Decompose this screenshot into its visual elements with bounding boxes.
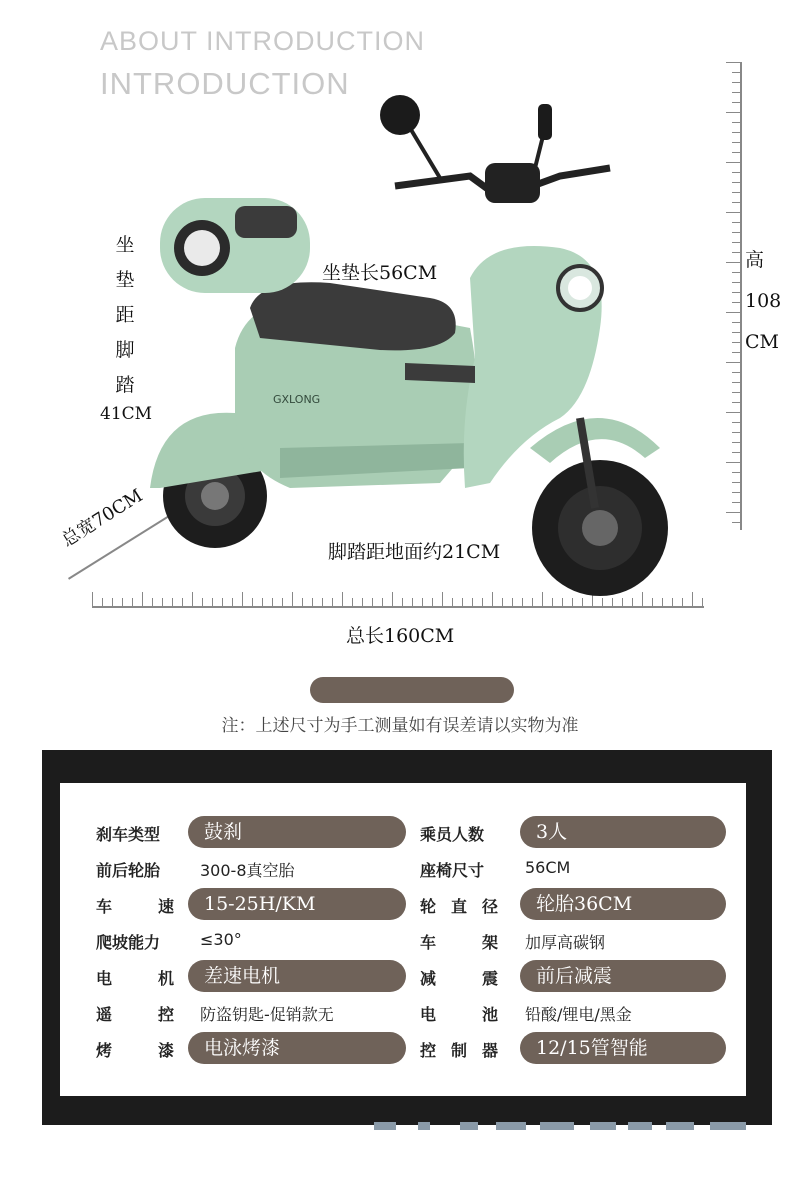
ruler-tick bbox=[732, 92, 740, 93]
spec-row bbox=[60, 852, 746, 886]
spec-value: 电泳烤漆 bbox=[188, 1032, 406, 1064]
spec-label: 烤漆 bbox=[96, 1041, 174, 1060]
total-length-label: 总长160CM bbox=[346, 625, 455, 647]
seat-to-pedal-char: 脚 bbox=[115, 339, 135, 361]
spec-value: 300-8真空胎 bbox=[200, 861, 295, 880]
ruler-tick bbox=[732, 452, 740, 453]
ruler-tick bbox=[732, 472, 740, 473]
spec-value: 加厚高碳钢 bbox=[525, 933, 606, 952]
ruler-tick bbox=[732, 292, 740, 293]
seat-to-pedal-value: 41CM bbox=[100, 404, 153, 424]
spec-label: 轮直径 bbox=[420, 897, 498, 916]
tricycle-scooter-image bbox=[140, 88, 680, 608]
bottom-cut-text bbox=[360, 1122, 760, 1138]
spec-row bbox=[60, 816, 746, 850]
seat-length-label: 坐垫长56CM bbox=[322, 262, 438, 284]
ruler-tick bbox=[732, 522, 740, 523]
ruler-tick bbox=[102, 598, 103, 606]
spec-value: 鼓刹 bbox=[188, 816, 406, 848]
ruler-tick bbox=[732, 252, 740, 253]
spec-row bbox=[60, 888, 746, 922]
brand-logo: GXLONG bbox=[273, 393, 321, 406]
ruler-tick bbox=[732, 82, 740, 83]
height-label-line: 108 bbox=[745, 290, 782, 312]
spec-label: 电机 bbox=[96, 969, 174, 988]
ruler-tick bbox=[132, 598, 133, 606]
ruler-tick bbox=[692, 592, 693, 606]
ruler-tick bbox=[726, 462, 740, 463]
ruler-tick bbox=[732, 132, 740, 133]
ruler-tick bbox=[726, 262, 740, 263]
ruler-tick bbox=[122, 598, 123, 606]
ruler-tick bbox=[732, 422, 740, 423]
seat-to-pedal-char: 垫 bbox=[115, 269, 135, 291]
heading-introduction: INTRODUCTION bbox=[100, 66, 350, 101]
spec-value: 3人 bbox=[520, 816, 726, 848]
spec-row bbox=[60, 960, 746, 994]
ruler-tick bbox=[732, 342, 740, 343]
ruler-tick bbox=[732, 102, 740, 103]
spec-value: 轮胎36CM bbox=[520, 888, 726, 920]
ruler-tick bbox=[732, 222, 740, 223]
spec-label: 座椅尺寸 bbox=[420, 861, 485, 880]
ruler-tick bbox=[726, 362, 740, 363]
ruler-tick bbox=[732, 442, 740, 443]
decorative-pill bbox=[310, 677, 514, 703]
spec-value: 前后减震 bbox=[520, 960, 726, 992]
ruler-tick bbox=[682, 598, 683, 606]
ruler-tick bbox=[732, 502, 740, 503]
ruler-tick bbox=[726, 162, 740, 163]
seat-to-pedal-char: 踏 bbox=[115, 374, 135, 396]
ruler-tick bbox=[702, 598, 703, 606]
ruler-tick bbox=[732, 372, 740, 373]
pedal-height-label: 脚踏距地面约21CM bbox=[328, 541, 501, 563]
spec-label: 刹车类型 bbox=[96, 825, 161, 844]
ruler-tick bbox=[732, 282, 740, 283]
ruler-tick bbox=[732, 72, 740, 73]
spec-row bbox=[60, 1032, 746, 1066]
ruler-tick bbox=[726, 112, 740, 113]
ruler-tick bbox=[732, 492, 740, 493]
spec-label: 车架 bbox=[420, 933, 498, 952]
height-label bbox=[745, 240, 781, 363]
spec-value: 12/15管智能 bbox=[520, 1032, 726, 1064]
ruler-tick bbox=[726, 212, 740, 213]
ruler-tick bbox=[732, 182, 740, 183]
spec-label: 前后轮胎 bbox=[96, 861, 161, 880]
spec-value: 56CM bbox=[525, 858, 571, 877]
ruler-tick bbox=[732, 482, 740, 483]
spec-label: 遥控 bbox=[96, 1005, 174, 1024]
total-width-label: 总宽70CM bbox=[58, 485, 147, 552]
ruler-tick bbox=[732, 232, 740, 233]
ruler-tick bbox=[732, 122, 740, 123]
spec-value: ≤30° bbox=[200, 930, 242, 949]
spec-row bbox=[60, 924, 746, 958]
ruler-tick bbox=[726, 62, 740, 63]
ruler-tick bbox=[732, 432, 740, 433]
spec-row bbox=[60, 996, 746, 1030]
spec-value: 差速电机 bbox=[188, 960, 406, 992]
seat-to-pedal-char: 坐 bbox=[115, 234, 135, 256]
ruler-tick bbox=[732, 352, 740, 353]
ruler-tick bbox=[732, 302, 740, 303]
ruler-tick bbox=[726, 512, 740, 513]
spec-label: 控制器 bbox=[420, 1041, 498, 1060]
ruler-tick bbox=[732, 142, 740, 143]
ruler-tick bbox=[732, 172, 740, 173]
height-label-line: 高 bbox=[745, 249, 765, 271]
ruler-tick bbox=[726, 312, 740, 313]
heading-about-introduction: ABOUT INTRODUCTION bbox=[100, 26, 426, 56]
ruler-tick bbox=[732, 392, 740, 393]
ruler-tick bbox=[732, 322, 740, 323]
ruler-tick bbox=[732, 272, 740, 273]
spec-label: 减震 bbox=[420, 969, 498, 988]
height-ruler bbox=[726, 62, 742, 530]
ruler-tick bbox=[726, 412, 740, 413]
height-label-line: CM bbox=[745, 331, 779, 353]
spec-label: 乘员人数 bbox=[420, 825, 485, 844]
ruler-tick bbox=[92, 592, 93, 606]
spec-value: 铅酸/锂电/黑金 bbox=[525, 1005, 632, 1024]
seat-to-pedal-char: 距 bbox=[115, 304, 135, 326]
spec-value: 防盗钥匙-促销款无 bbox=[200, 1005, 334, 1024]
spec-value: 15-25H/KM bbox=[188, 888, 406, 920]
spec-table bbox=[60, 783, 746, 1096]
ruler-tick bbox=[732, 402, 740, 403]
seat-to-pedal-label bbox=[112, 228, 138, 403]
ruler-tick bbox=[732, 382, 740, 383]
ruler-tick bbox=[732, 332, 740, 333]
measurement-note: 注：上述尺寸为手工测量如有误差请以实物为准 bbox=[221, 716, 579, 736]
ruler-tick bbox=[732, 202, 740, 203]
ruler-tick bbox=[732, 152, 740, 153]
ruler-tick bbox=[732, 192, 740, 193]
spec-label: 电池 bbox=[420, 1005, 498, 1024]
spec-label: 爬坡能力 bbox=[96, 933, 161, 952]
ruler-tick bbox=[112, 598, 113, 606]
ruler-tick bbox=[732, 242, 740, 243]
spec-label: 车速 bbox=[96, 897, 174, 916]
